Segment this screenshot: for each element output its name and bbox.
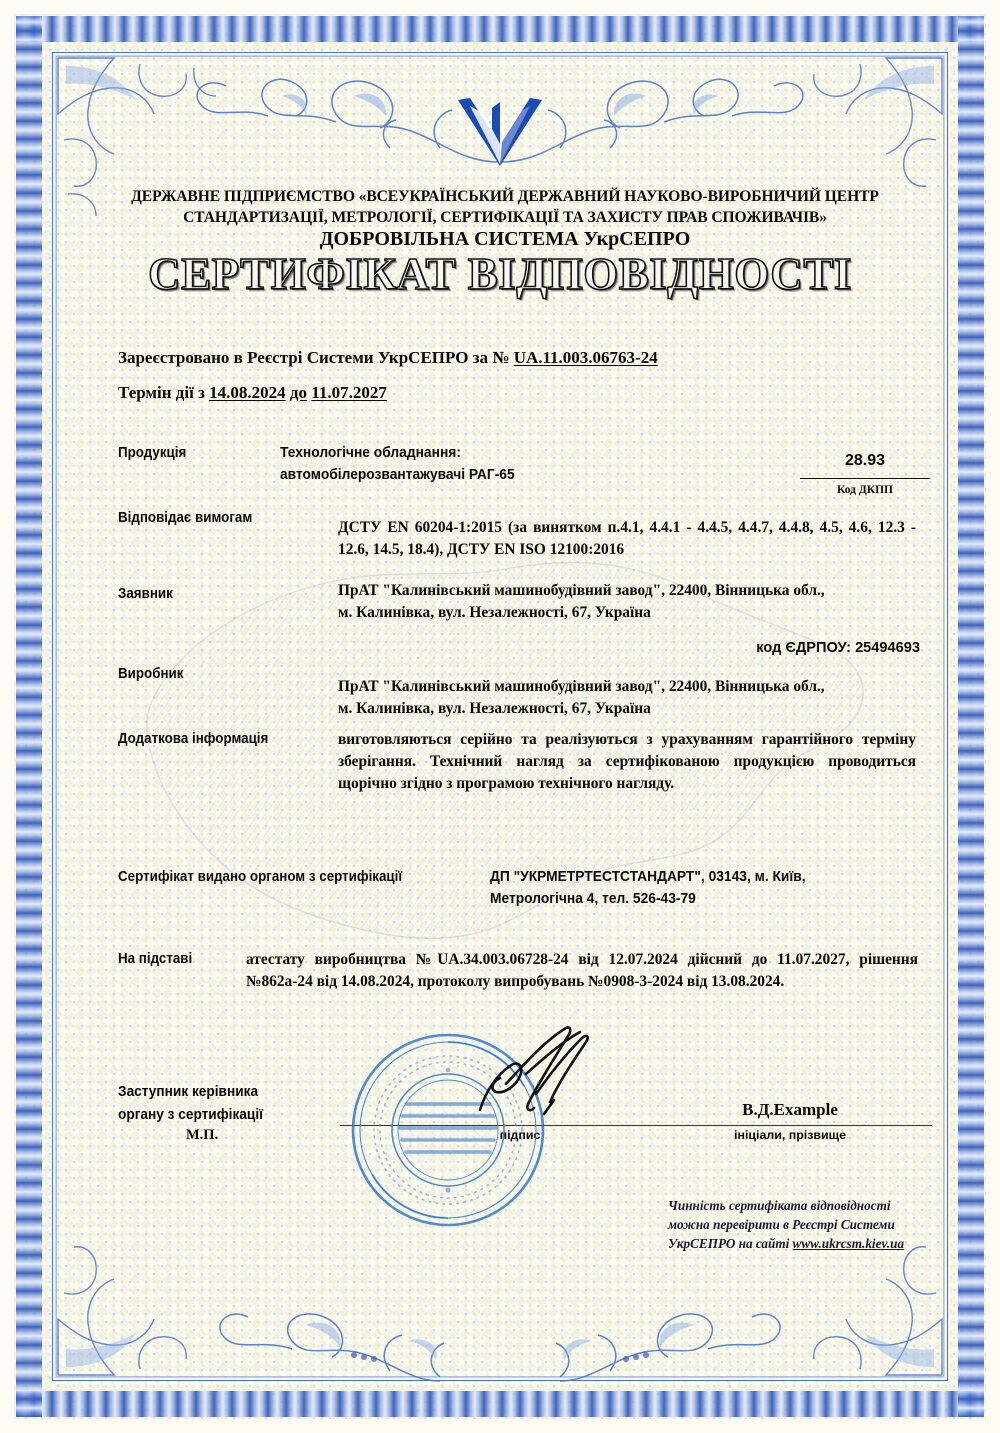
- dkpp-code-value: 28.93: [844, 452, 886, 469]
- conforms-label: Відповідає вимогам: [118, 509, 253, 526]
- applicant-line-1: ПрАТ "Калинівський машинобудівний завод", 22400, Вінницька обл.,: [338, 582, 825, 599]
- dkpp-divider: [800, 478, 930, 479]
- manufacturer-line-2: м. Калинівка, вул. Незалежності, 67, Україна: [338, 700, 651, 717]
- dkpp-caption: Код ДКПП: [836, 484, 894, 496]
- validity-prefix: Термін дії з: [118, 383, 205, 402]
- registration-prefix: Зареєстровано в Реєстрі Системи УкрСЕПРО за №: [118, 348, 510, 367]
- signer-role: [118, 1080, 263, 1126]
- valid-to-date: 11.07.2027: [311, 383, 387, 402]
- edrpou-code: код ЄДРПОУ: 25494693: [756, 640, 920, 656]
- validity-line: [118, 383, 387, 403]
- valid-from-date: 14.08.2024: [209, 383, 286, 402]
- product-value: [280, 442, 712, 486]
- manufacturer-value: [338, 676, 918, 720]
- signature-divider: [340, 1125, 932, 1126]
- product-label: Продукція: [118, 444, 187, 461]
- applicant-label: Заявник: [118, 585, 173, 602]
- handwritten-signature: [470, 1022, 610, 1142]
- basis-value: атестату виробництва №UA.34.003.06728-24 від 12.07.2024 дійсний до 11.07.2027, рішення №862а-24 від 14.08.2024, протоколу випробувань №0908-3-2024 від 13.08.2024.: [246, 951, 918, 990]
- issued-by-line-2: Метрологічна 4, тел. 526-43-79: [490, 890, 696, 907]
- organization-line-1: ДЕРЖАВНЕ ПІДПРИЄМСТВО «ВСЕУКРАЇНСЬКИЙ ДЕРЖАВНИЙ НАУКОВО-ВИРОБНИЧИЙ ЦЕНТР: [131, 188, 879, 205]
- name-caption: ініціали, прізвище: [734, 1128, 846, 1142]
- additional-info-label: Додаткова інформація: [118, 730, 269, 747]
- footer-line-3-prefix: УкрСЕПРО на сайті: [668, 1236, 790, 1251]
- signer-name: В.Д.Example: [742, 1100, 838, 1119]
- footer-line-2: можна перевірити в Реєстрі Системи: [668, 1217, 895, 1232]
- product-line-2: автомобілерозвантажувачі РАГ-65: [280, 466, 515, 483]
- verification-footer: [668, 1196, 933, 1253]
- manufacturer-label: Виробник: [118, 665, 184, 682]
- signer-role-line-1: Заступник керівника: [118, 1083, 259, 1100]
- system-name: ДОБРОВІЛЬНА СИСТЕМА УкрСЕПРО: [319, 228, 691, 250]
- product-line-1: Технологічне обладнання:: [280, 444, 461, 461]
- registration-line: [118, 348, 658, 368]
- registry-website-link[interactable]: www.ukrcsm.kiev.ua: [792, 1236, 905, 1251]
- conforms-value: ДСТУ EN 60204-1:2015 (за винятком п.4.1, 4.4.1 - 4.4.5, 4.4.7, 4.4.8, 4.5, 4.6, 12.3 - 12.6, 14.5, 18.4), ДСТУ EN ISO 12100:2016: [338, 519, 916, 558]
- footer-line-1: Чинність сертифіката відповідності: [668, 1198, 891, 1213]
- validity-middle: до: [289, 383, 308, 402]
- manufacturer-line-1: ПрАТ "Калинівський машинобудівний завод", 22400, Вінницька обл.,: [338, 678, 825, 695]
- applicant-value: [338, 580, 918, 624]
- applicant-line-2: м. Калинівка, вул. Незалежності, 67, Україна: [338, 604, 651, 621]
- footer-line-3: [668, 1234, 933, 1253]
- organization-header: [110, 186, 900, 228]
- signature-caption: підпис: [499, 1128, 541, 1142]
- registration-number: UA.11.003.06763-24: [513, 348, 658, 367]
- additional-info-value: виготовляються серійно та реалізуються з урахуванням гарантійного терміну зберігання. Технічний нагляд за сертифікованою продукцією проводиться щорічно згідно з програмою технічного нагляду.: [338, 731, 916, 792]
- issued-by-line-1: ДП "УКРМЕТРТЕСТСТАНДАРТ", 03143, м. Київ,: [490, 868, 806, 885]
- organization-line-2: СТАНДАРТИЗАЦІЇ, МЕТРОЛОГІЇ, СЕРТИФІКАЦІЇ ТА ЗАХИСТУ ПРАВ СПОЖИВАЧІВ»: [183, 209, 827, 226]
- certificate-title: СЕРТИФІКАТ ВІДПОВІДНОСТІ: [148, 249, 852, 299]
- basis-label: На підставі: [118, 950, 193, 967]
- seal-mark-label: М.П.: [186, 1127, 219, 1143]
- signer-role-line-2: органу з сертифікації: [118, 1106, 263, 1123]
- issued-by-value: [490, 866, 886, 910]
- issued-by-label: Сертифікат видано органом з сертифікації: [118, 868, 403, 885]
